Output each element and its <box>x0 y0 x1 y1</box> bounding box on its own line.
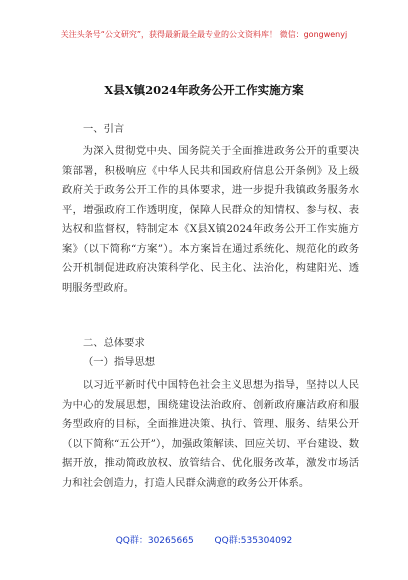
section-heading-intro: 一、引言 <box>83 123 125 135</box>
promo-banner: 关注头条号“公文研究”，获得最新最全最专业的公文资料库！ 微信：gongwenyj <box>60 30 348 39</box>
intro-paragraph: 为深入贯彻党中央、国务院关于全面推进政务公开的重要决策部署，积极响应《中华人民共和国政府信息公开条例》及上级政府关于政务公开工作的具体要求，进一步提升我镇政务服务水平，增强政府工作透明度，保障人民群众的知情权、参与权、表达权和监督权，特制定本《X县X镇2024年政务公开工作实施方案》（以下简称“方案”）。本方案旨在通过系统化、规范化的政务公开机制促进政府决策科学化、民主化、法治化，构建阳光、透明服务型政府。 <box>62 145 359 294</box>
subsection-heading-guiding: （一）指导思想 <box>83 356 156 368</box>
document-title: X县X镇2024年政务公开工作实施方案 <box>104 83 304 97</box>
qq-group-1: QQ群：30265665 <box>115 536 194 546</box>
footer-contacts <box>0 533 408 546</box>
guiding-paragraph: 以习近平新时代中国特色社会主义思想为指导，坚持以人民为中心的发展思想，围绕建设法治政府、创新政府廉洁政府和服务型政府的目标，全面推进决策、执行、管理、服务、结果公开（以下简称“五公开”），加强政策解读、回应关切、平台建设、数据开放，推动简政放权、放管结合、优化服务改革，激发市场活力和社会创造力，打造人民群众满意的政务公开体系。 <box>62 379 359 489</box>
section-heading-general: 二、总体要求 <box>83 337 145 349</box>
qq-group-2: QQ群:535304092 <box>214 536 293 546</box>
